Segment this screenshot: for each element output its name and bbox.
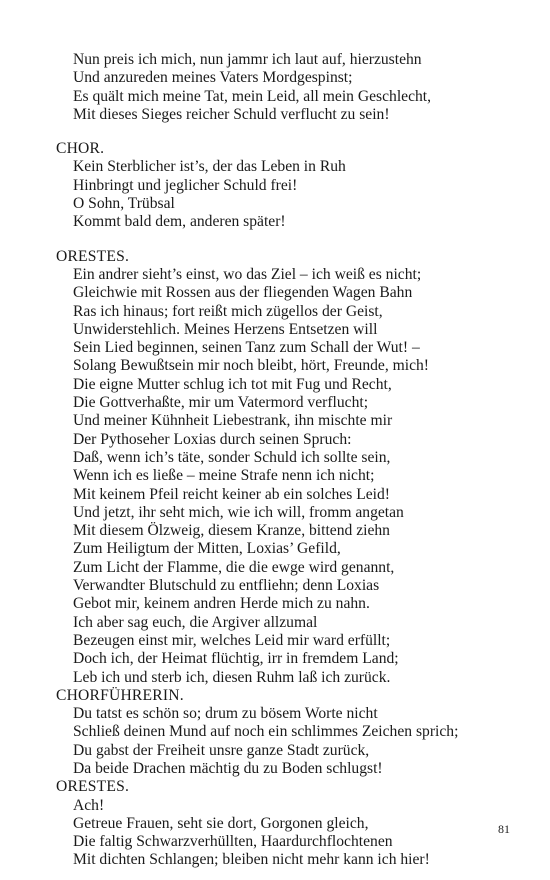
verse-line: Da beide Drachen mächtig du zu Boden schlugst! <box>73 759 383 777</box>
verse-line: Die Gottverhaßte, mir um Vatermord verflucht; <box>73 394 369 412</box>
speaker-label: ORESTES. <box>56 778 130 796</box>
verse-line: Ich aber sag euch, die Argiver allzumal <box>73 613 318 631</box>
verse-line: Die eigne Mutter schlug ich tot mit Fug und Recht, <box>73 375 392 393</box>
verse-line: Und anzureden meines Vaters Mordgespinst; <box>73 69 353 87</box>
verse-line: Daß, wenn ich’s täte, sonder Schuld ich sollte sein, <box>73 448 391 466</box>
verse-block-orestes <box>56 248 526 687</box>
verse-line: Kein Sterblicher ist’s, der das Leben in Ruh <box>73 158 346 176</box>
verse-line: Zum Heiligtum der Mitten, Loxias’ Gefild, <box>73 540 341 558</box>
verse-line: Du tatst es schön so; drum zu bösem Worte nicht <box>73 705 378 723</box>
verse-line: Ras ich hinaus; fort reißt mich zügellos der Geist, <box>73 302 383 320</box>
verse-line: Doch ich, der Heimat flüchtig, irr in fremdem Land; <box>73 650 399 668</box>
verse-line: Die faltig Schwarzverhüllten, Haardurchflochtenen <box>73 833 393 851</box>
verse-line: Sein Lied beginnen, seinen Tanz zum Schall der Wut! – <box>73 339 420 357</box>
verse-line: Gleichwie mit Rossen aus der fliegenden Wagen Bahn <box>73 284 413 302</box>
verse-line: Leb ich und sterb ich, diesen Ruhm laß ich zurück. <box>73 668 391 686</box>
verse-block-chorfuehrerin <box>56 687 526 778</box>
verse-line: Und meiner Kühnheit Liebestrank, ihn mischte mir <box>73 412 393 430</box>
verse-line: Mit dieses Sieges reicher Schuld verflucht zu sein! <box>73 105 390 123</box>
verse-line: Du gabst der Freiheit unsre ganze Stadt zurück, <box>73 741 370 759</box>
drama-text <box>56 51 526 870</box>
verse-line: Mit keinem Pfeil reicht keiner ab ein solches Leid! <box>73 485 390 503</box>
verse-block-chor <box>56 140 526 231</box>
verse-line: Verwandter Blutschuld zu entfliehn; denn Loxias <box>73 577 380 595</box>
speaker-label: ORESTES. <box>56 247 130 265</box>
verse-line: Ach! <box>73 796 105 814</box>
verse-line: Unwiderstehlich. Meines Herzens Entsetzen will <box>73 320 378 338</box>
verse-line: Solang Bewußtsein mir noch bleibt, hört, Freunde, mich! <box>73 357 429 375</box>
stanza-gap <box>56 124 526 140</box>
verse-line: Mit dichten Schlangen; bleiben nicht mehr kann ich hier! <box>73 851 430 869</box>
page-number: 81 <box>498 822 510 836</box>
verse-line: Der Pythoseher Loxias durch seinen Spruch: <box>73 430 352 448</box>
verse-line: Getreue Frauen, seht sie dort, Gorgonen gleich, <box>73 814 369 832</box>
verse-line: Schließ deinen Mund auf noch ein schlimmes Zeichen sprich; <box>73 723 459 741</box>
stanza-gap <box>56 232 526 248</box>
verse-line: Mit diesem Ölzweig, diesem Kranze, bittend ziehn <box>73 522 390 540</box>
verse-line: Wenn ich es ließe – meine Strafe nenn ich nicht; <box>73 467 375 485</box>
verse-line: Es quält mich meine Tat, mein Leid, all mein Geschlecht, <box>73 87 432 105</box>
verse-line: Bezeugen einst mir, welches Leid mir ward erfüllt; <box>73 631 391 649</box>
verse-block-continuation <box>56 51 526 124</box>
verse-block-orestes-2 <box>56 778 526 869</box>
speaker-label: CHOR. <box>56 140 105 158</box>
verse-line: Nun preis ich mich, nun jammr ich laut auf, hierzustehn <box>73 51 422 68</box>
speaker-label: CHORFÜHRERIN. <box>56 686 184 704</box>
verse-line: Und jetzt, ihr seht mich, wie ich will, fromm angetan <box>73 503 404 521</box>
verse-line: Zum Licht der Flamme, die die ewge wird genannt, <box>73 558 395 576</box>
verse-line: Kommt bald dem, anderen später! <box>73 213 286 231</box>
verse-line: Ein andrer sieht’s einst, wo das Ziel – ich weiß es nicht; <box>73 265 422 283</box>
verse-line: Gebot mir, keinem andren Herde mich zu nahn. <box>73 595 370 613</box>
verse-line: O Sohn, Trübsal <box>73 195 175 213</box>
verse-line: Hinbringt und jeglicher Schuld frei! <box>73 176 298 194</box>
